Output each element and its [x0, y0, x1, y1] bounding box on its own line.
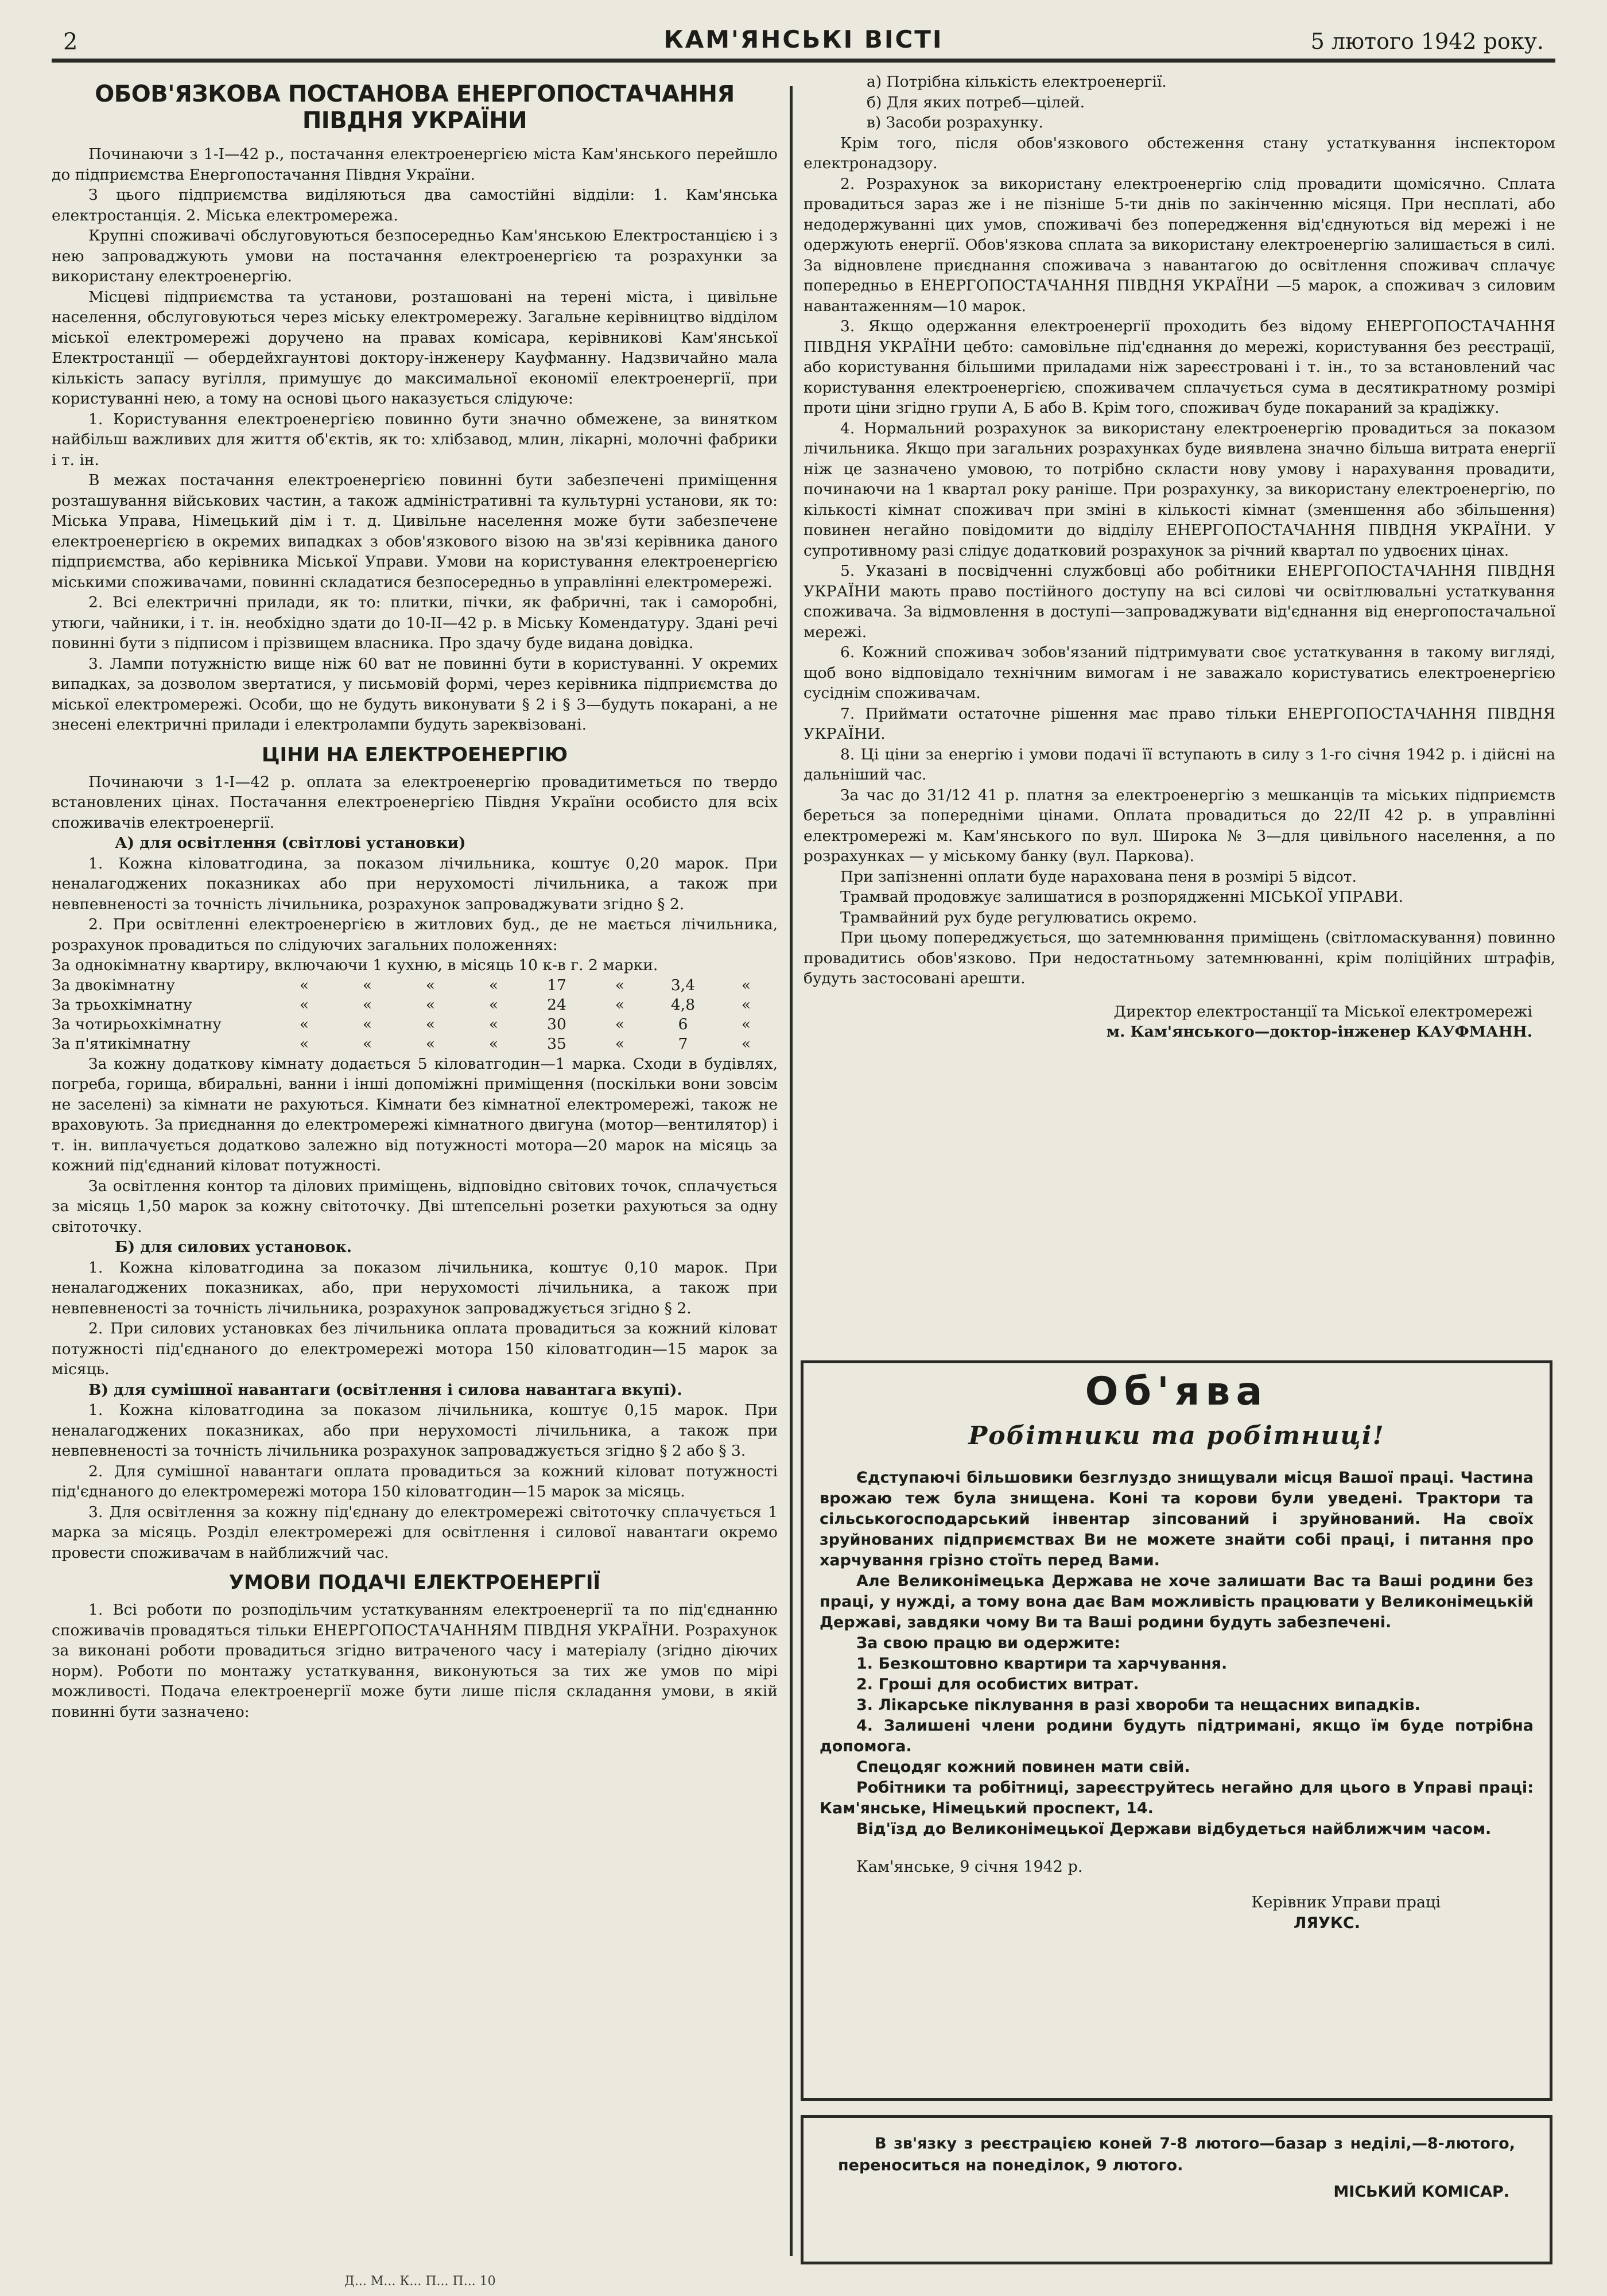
paragraph: 1. Кожна кіловатгодина за показом лічильника, коштує 0,15 марок. При неналагоджених показниках, або при нерухомості лічильника, а також при невпевненості за точність лічильника розрахунок запроваджується згідно § 2 або § 3. — [52, 1401, 778, 1460]
page-number: 2 — [63, 29, 78, 55]
notice-paragraph: За свою працю ви одержите: — [856, 1634, 1120, 1652]
notice-list-item: 1. Безкоштовно квартири та харчування. — [856, 1655, 1228, 1673]
paragraph: За кожну додаткову кімнату додається 5 кіловатгодин—1 марка. Сходи в будівлях, погреба, горища, вбиральні, ванни і інші допоміжні приміщення (поскільки вони зовсім не заселені) за кімнати не рахуються. Кімнати без кімнатної електромережі, також не враховують. За приєднання до електромережі кімнатного двигуна (мотор—вентилятор) і т. ін. виплачується додатково залежно від потужності мотора—20 марок на місяць за кожний під'єднаний кіловат потужності. — [52, 1054, 778, 1174]
rate-marks: 6 — [678, 1015, 688, 1033]
left-column — [52, 72, 778, 1722]
ditto-mark: « — [425, 976, 436, 994]
rate-marks: 3,4 — [670, 976, 696, 994]
bazaar-notice-box — [801, 2115, 1552, 2264]
section-heading-c: В) для сумішної навантаги (освітлення і силова навантага вкупі). — [88, 1380, 682, 1399]
list-item: в) Засоби розрахунку. — [867, 114, 1043, 131]
ditto-mark: « — [299, 1034, 309, 1053]
list-item: б) Для яких потреб—цілей. — [867, 93, 1085, 111]
paragraph: 1. Всі роботи по розподільчим устаткуванням електроенергії та по під'єднанню споживачів провадяться тільки ЕНЕРГОПОСТАЧАННЯМ ПІВДНЯ УКРАЇНИ. Розрахунок за виконані роботи провадиться згідно витраченого часу і матеріалу (згідно діючих норм). Роботи по монтажу устаткування, виконуються за тих же умов по мірі можливості. Подача електроенергії може бути лише після складання умови, в якій повинні бути зазначено: — [52, 1601, 778, 1721]
paragraph: 6. Кожний споживач зобов'язаний підтримувати своє устаткування в такому вигляді, щоб воно відповідало технічним вимогам і не заважало користуватись електроенергією сусіднім споживачам. — [804, 643, 1555, 702]
paragraph: 1. Користування електроенергією повинно бути значно обмежене, за винятком найбільш важливих для життя об'єктів, як то: хлібзавод, млин, лікарні, молочні фабрики і т. ін. — [52, 410, 778, 469]
ditto-mark: « — [615, 1015, 625, 1033]
notice-paragraph: Але Великонімецька Держава не хоче залишати Вас та Ваші родини без праці, у нужді, а тому вона дає Вам можливість працювати у Великонімецькій Державі, завдяки чому Ви та Ваші родини будуть забезпечені. — [820, 1572, 1534, 1631]
ditto-mark: « — [488, 1015, 499, 1033]
notice-signer-title: Керівник Управи праці — [1251, 1894, 1441, 1911]
ditto-mark: « — [488, 976, 499, 994]
ditto-mark: « — [425, 995, 436, 1014]
paragraph: Місцеві підприємства та установи, розташовані на терені міста, і цивільне населення, обслуговуються через міську електромережу. Загальне керівництво відділом міської електромережі доручено на правах комісара, керівникові Кам'янської Електростанції — обердейхгаунтові доктору-інженеру Кауфманну. Надзвичайно мала кількість запасу вугілля, примушує до максимальної економії електроенергії, при користуванні нею, а тому на основі цього наказується слідуюче: — [52, 288, 778, 408]
ditto-mark: « — [615, 976, 625, 994]
table-row — [52, 976, 778, 995]
paragraph: 2. При освітленні електроенергією в житлових буд., де не мається лічильника, розрахунок провадиться по слідуючих загальних положеннях: — [52, 916, 778, 954]
right-column — [804, 72, 1555, 1042]
notice-list-item: 4. Залишені члени родини будуть підтримані, якщо їм буде потрібна допомога. — [820, 1717, 1534, 1755]
rate-label: За п'ятикімнатну — [52, 1034, 191, 1053]
notice-subtitle: Робітники та робітниці! — [968, 1421, 1385, 1450]
paragraph: 5. Указані в посвідченні службовці або робітники ЕНЕРГОПОСТАЧАННЯ ПІВДНЯ УКРАЇНИ мають право постійного доступу на всі силові чи освітлювальні устаткування споживача. За відмовлення в доступі—запроваджувати від'єднання від енергопостачальної мережі. — [804, 562, 1555, 641]
section-heading-a: А) для освітлення (світлові установки) — [115, 834, 466, 852]
ditto-mark: « — [488, 1034, 499, 1053]
ditto-mark: « — [299, 976, 309, 994]
main-headline: ОБОВ'ЯЗКОВА ПОСТАНОВА ЕНЕРГОПОСТАЧАННЯ ПІВДНЯ УКРАЇНИ — [95, 81, 735, 134]
rate-kwh: 24 — [547, 995, 566, 1014]
paragraph: Починаючи з 1-І—42 р., постачання електроенергією міста Кам'янського перейшло до підприємства Енергопостачання Півдня України. — [52, 145, 778, 184]
rate-marks: 4,8 — [670, 995, 696, 1014]
rate-label: За чотирьохкімнатну — [52, 1015, 222, 1033]
paragraph: 2. Всі електричні прилади, як то: плитки, пічки, як фабричні, так і саморобні, утюги, чайники, і т. ін. необхідно здати до 10-ІІ—42 р. в Міську Комендатуру. Здані речі повинні бути з підписом і прізвищем власника. Про здачу буде видана довідка. — [52, 594, 778, 652]
paragraph: При цьому попереджується, що затемнювання приміщень (світломаскування) повинно провадитись обов'язково. При недостатньому затемнюванні, крім поліційних штрафів, будуть застосовані арешти. — [804, 929, 1555, 987]
paragraph: 3. Якщо одержання електроенергії проходить без відому ЕНЕРГОПОСТАЧАННЯ ПІВДНЯ УКРАЇНИ цебто: самовільне під'єднання до мережі, користування без реєстрації, або користування більшими приладами ніж зареєстровані і т. ін., то за встановлений час користування електроенергією, споживачем сплачується сума в десятикратному розмірі проти ціни згідно групи А, Б або В. Крім того, споживач буде покараний за крадіжку. — [804, 317, 1555, 417]
ditto-mark: « — [615, 995, 625, 1014]
ditto-mark: « — [299, 995, 309, 1014]
table-row — [52, 995, 778, 1015]
signature-name: м. Кам'янського—доктор-інженер КАУФМАНН. — [1107, 1023, 1532, 1041]
ditto-mark: « — [615, 1034, 625, 1053]
paragraph: При запізненні оплати буде нарахована пеня в розмірі 5 відсот. — [840, 867, 1357, 886]
paragraph: 8. Ці ціни за енергію і умови подачі її вступають в силу з 1-го січня 1942 р. і дійсні на дальніший час. — [804, 745, 1555, 784]
notice-list-item: 2. Гроші для особистих витрат. — [856, 1676, 1139, 1693]
paragraph: 3. Для освітлення за кожну під'єднану до електромережі світоточку сплачується 1 марка за місяць. Розділ електромережі для освітлення і силової навантаги окремо провести споживачам в найближчий час. — [52, 1503, 778, 1562]
notice-paragraph: Робітники та робітниці, зареєструйтесь негайно для цього в Управі праці: Кам'янське, Німецький проспект, 14. — [820, 1779, 1534, 1817]
signature-line: Директор електростанції та Міської електромережі — [1113, 1002, 1532, 1021]
bazaar-notice-text: В зв'язку з реєстрацією коней 7-8 лютого—базар з неділі,—8-лютого, переноситься на понеділок, 9 лютого. — [838, 2135, 1515, 2174]
ditto-mark: « — [362, 976, 372, 994]
paragraph: 3. Лампи потужністю вище ніж 60 ват не повинні бути в користуванні. У окремих випадках, за дозволом звертатися, у письмовій формі, через керівника підприємства до міської електромережі. Особи, що не будуть виконувати § 2 і § 3—будуть покарані, а не знесені електричні прилади і електролампи будуть зареквізовані. — [52, 654, 778, 734]
paragraph: За час до 31/12 41 р. платня за електроенергію з мешканців та міських підприємств береться за попередніми цінами. Оплата провадиться до 22/ІІ 42 р. в управлінні електромережі м. Кам'янського по вул. Широка № 3—для цивільного населення, а по розрахунках — у міському банку (вул. Паркова). — [804, 786, 1555, 865]
paragraph: За освітлення контор та ділових приміщень, відповідно світових точок, сплачується за місяць 1,50 марок за кожну світоточку. Дві штепсельні розетки рахуються за одну світоточку. — [52, 1177, 778, 1236]
paragraph: Трамвай продовжує залишатися в розпорядженні МІСЬКОЇ УПРАВИ. — [840, 888, 1403, 906]
ditto-mark: « — [741, 1034, 751, 1053]
masthead-rule — [52, 59, 1555, 63]
paragraph: 1. Кожна кіловатгодина за показом лічильника, коштує 0,10 марок. При неналагоджених показниках, або, при нерухомості лічильника, а також при невпевненості за точність лічильника, розрахунок запроваджується згідно § 2. — [52, 1258, 778, 1317]
ditto-mark: « — [362, 1015, 372, 1033]
issue-date: 5 лютого 1942 року. — [1310, 29, 1544, 54]
paragraph: Починаючи з 1-І—42 р. оплата за електроенергію провадитиметься по твердо встановлених цінах. Постачання електроенергією Півдня України особисто для всіх споживачів електроенергії. — [52, 773, 778, 832]
column-divider — [790, 86, 793, 2256]
paragraph: 2. Розрахунок за використану електроенергію слід провадити щомісячно. Сплата провадиться зараз же і не пізніше 5-ти днів по закінченню місяця. При несплаті, або недодержуванні цих умов, споживачі без попередження від'єднуються від мережі і не одержують енергії. Обов'язкова сплата за використану електроенергію залишається в силі. За відновлене приєднання споживача з навантагою до освітлення споживач сплачує попередньо в ЕНЕРГОПОСТАЧАННЯ ПІВДНЯ УКРАЇНИ —5 марок, а споживач з силовим навантаженням—10 марок. — [804, 174, 1555, 315]
notice-box — [801, 1360, 1552, 2101]
paragraph: 7. Приймати остаточне рішення має право тільки ЕНЕРГОПОСТАЧАННЯ ПІВДНЯ УКРАЇНИ. — [804, 704, 1555, 743]
paragraph: З цього підприємства виділяються два самостійні відділи: 1. Кам'янська електростанція. 2. Міська електромережа. — [52, 186, 778, 224]
paragraph: Крім того, після обов'язкового обстеження стану устаткування інспектором електронадзору. — [804, 134, 1555, 172]
imprint-footer: Д... М... К... П... П... 10 — [344, 2274, 496, 2289]
rate-kwh: 17 — [547, 976, 566, 994]
terms-heading: УМОВИ ПОДАЧІ ЕЛЕКТРОЕНЕРГІЇ — [228, 1571, 601, 1594]
rate-label: За двокімнатну — [52, 976, 175, 994]
notice-place-date: Кам'янське, 9 січня 1942 р. — [856, 1858, 1083, 1876]
ditto-mark: « — [299, 1015, 309, 1033]
newspaper-title: КАМ'ЯНСЬКІ ВІСТІ — [663, 25, 944, 53]
notice-list-item: 3. Лікарське піклування в разі хвороби та нещасних випадків. — [856, 1696, 1420, 1714]
paragraph: Крупні споживачі обслуговуються безпосередньо Кам'янською Електростанцією і з нею запроваджують умови на постачання електроенергією та розрахунки за використану електроенергію. — [52, 227, 778, 285]
notice-title: Об'ява — [1085, 1369, 1268, 1414]
ditto-mark: « — [741, 976, 751, 994]
ditto-mark: « — [425, 1034, 436, 1053]
ditto-mark: « — [741, 995, 751, 1014]
list-item: а) Потрібна кількість електроенергії. — [867, 73, 1167, 91]
ditto-mark: « — [488, 995, 499, 1014]
notice-signer-name: ЛЯУКС. — [1293, 1914, 1360, 1932]
rate-kwh: 30 — [547, 1015, 566, 1033]
table-row — [52, 1015, 778, 1034]
ditto-mark: « — [362, 995, 372, 1014]
prices-heading: ЦІНИ НА ЕЛЕКТРОЕНЕРГІЮ — [261, 743, 568, 766]
rates-table — [52, 976, 778, 1054]
table-row — [52, 1034, 778, 1054]
rates-header: За однокімнатну квартиру, включаючи 1 кухню, в місяць 10 к-в г. 2 марки. — [52, 956, 658, 974]
section-heading-b: Б) для силових установок. — [115, 1238, 352, 1256]
rate-marks: 7 — [678, 1034, 688, 1053]
ditto-mark: « — [362, 1034, 372, 1053]
rate-kwh: 35 — [547, 1034, 566, 1053]
notice-paragraph: Єдступаючі більшовики безглуздо знищували місця Вашої праці. Частина врожаю теж була знищена. Коні та корови були уведені. Трактори та сільськогосподарський інвентар зіпсований і зруйнований. На своїх зруйнованих підприємствах Ви не можете знайти собі праці, і питання про харчування грізно стоїть перед Вами. — [820, 1469, 1534, 1569]
rate-label: За трьохкімнатну — [52, 995, 192, 1014]
masthead — [52, 23, 1555, 63]
paragraph: Трамвайний рух буде регулюватись окремо. — [840, 908, 1197, 926]
bazaar-notice-signer: МІСЬКИЙ КОМІСАР. — [1333, 2183, 1509, 2201]
ditto-mark: « — [425, 1015, 436, 1033]
notice-paragraph: Спецодяг кожний повинен мати свій. — [856, 1758, 1190, 1776]
notice-paragraph: Від'їзд до Великонімецької Держави відбудеться найближчим часом. — [856, 1820, 1492, 1838]
ditto-mark: « — [741, 1015, 751, 1033]
paragraph: В межах постачання електроенергією повинні бути забезпечені приміщення розташування військових частин, а також адміністративні та культурні установи, як то: Міська Управа, Німецький дім і т. д. Цивільне населення може бути забезпечене електроенергією в окремих випадках з обов'язкового візою на зв'язі керівника даного підприємства, або керівника Міської Управи. Умови на користування електроенергією міськими споживачами, повинні складатися безпосередньо в управлінні електромережі. — [52, 471, 778, 591]
paragraph: 1. Кожна кіловатгодина, за показом лічильника, коштує 0,20 марок. При неналагоджених показниках або при нерухомості лічильника, а також при невпевненості за точність лічильника, розрахунок запроваджувати згідно § 2. — [52, 854, 778, 913]
paragraph: 4. Нормальний розрахунок за використану електроенергію провадиться за показом лічильника. Якщо при загальних розрахунках буде виявлена значно більша витрата енергії ніж це зазначено умовою, то потрібно скласти нову умову і нарахування провадити, починаючи на 1 квартал року раніше. При розрахунку, за використану електроенергію, по кількості кімнат споживач при зміні в кількості кімнат (зменшення або збільшення) повинен негайно повідомити до відділу ЕНЕРГОПОСТАЧАННЯ ПІВДНЯ УКРАЇНИ. У супротивному разі слідує додатковий розрахунок за річний квартал по удвоєних цінах. — [804, 419, 1555, 560]
paragraph: 2. Для сумішної навантаги оплата провадиться за кожний кіловат потужності під'єднаного до електромережі мотора 150 кіловатгодин—15 марок за місяць. — [52, 1462, 778, 1500]
paragraph: 2. При силових установках без лічильника оплата провадиться за кожний кіловат потужності під'єднаного до електромережі мотора 150 кіловатгодин—15 марок за місяць. — [52, 1320, 778, 1378]
